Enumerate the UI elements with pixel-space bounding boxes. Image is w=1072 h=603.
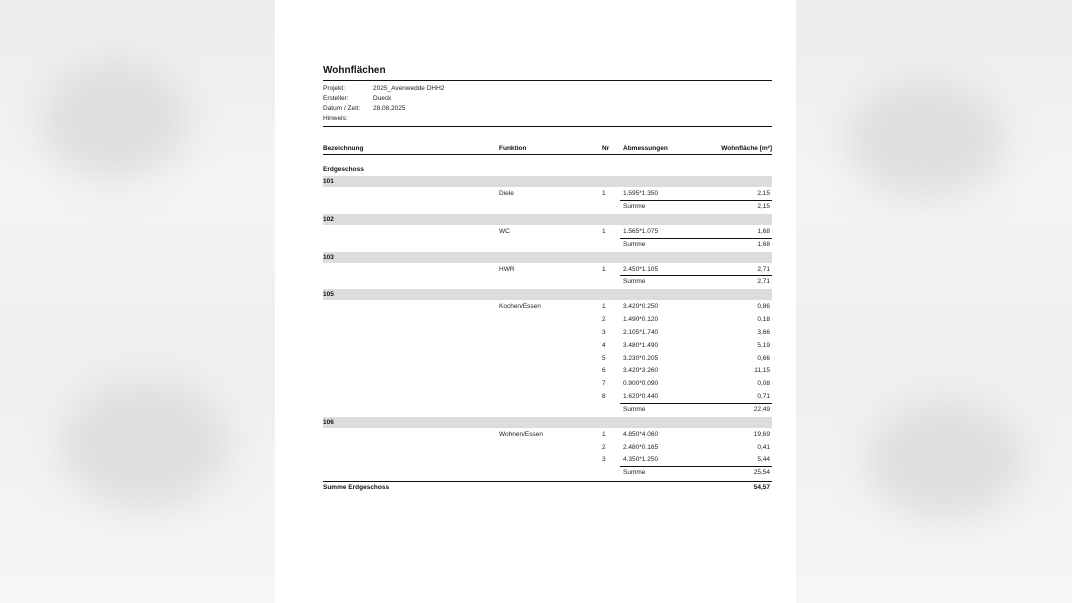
meta-label: Hinweis: xyxy=(323,115,348,122)
nr-cell: 1 xyxy=(602,265,606,273)
subtotal-value: 2,71 xyxy=(757,278,770,286)
table-row xyxy=(323,264,772,276)
meta-date xyxy=(323,105,406,112)
subtotal-label: Summe xyxy=(623,202,646,210)
area-cell: 0,18 xyxy=(757,316,770,324)
table-row xyxy=(323,378,772,390)
table-row xyxy=(323,188,772,200)
nr-cell: 5 xyxy=(602,354,606,362)
table-row xyxy=(323,226,772,238)
subtotal-row xyxy=(323,467,772,479)
meta-author xyxy=(323,95,391,102)
area-cell: 0,71 xyxy=(757,393,770,400)
column-header-abmessungen: Abmessungen xyxy=(623,145,668,152)
dimension-cell: 4.850*4.060 xyxy=(623,430,659,438)
background-blur-blob xyxy=(60,380,230,510)
dimension-cell: 1.565*1.075 xyxy=(623,227,659,235)
area-cell: 2,71 xyxy=(757,265,770,273)
nr-cell: 6 xyxy=(602,367,606,375)
total-value: 54,57 xyxy=(753,484,770,492)
subtotal-value: 1,68 xyxy=(757,240,770,248)
room-group-header xyxy=(323,214,772,225)
subtotal-row xyxy=(323,201,772,213)
dimension-cell: 3.420*3.260 xyxy=(623,367,659,375)
subtotal-value: 22,49 xyxy=(753,405,770,413)
meta-label: Ersteller: xyxy=(323,95,349,102)
subtotal-row xyxy=(323,276,772,288)
dimension-cell: 2.480*0.165 xyxy=(623,443,659,451)
nr-cell: 1 xyxy=(602,227,606,235)
background-blur-blob xyxy=(40,60,190,180)
header-rule xyxy=(323,154,772,155)
area-cell: 5,19 xyxy=(757,341,770,349)
room-id: 105 xyxy=(323,291,334,299)
subtotal-row xyxy=(323,239,772,251)
area-cell: 11,15 xyxy=(754,367,770,375)
subtotal-label: Summe xyxy=(623,469,646,477)
dimension-cell: 3.230*0.205 xyxy=(623,354,659,362)
room-group-header xyxy=(323,176,772,187)
dimension-cell: 1.490*0.120 xyxy=(623,316,659,324)
table-row xyxy=(323,353,772,365)
title-rule xyxy=(323,80,772,81)
function-cell: HWR xyxy=(499,265,515,273)
area-cell: 1,68 xyxy=(757,227,770,235)
subtotal-label: Summe xyxy=(623,278,646,286)
document-page xyxy=(275,0,796,603)
meta-note xyxy=(323,115,373,122)
dimension-cell: 1.620*0.440 xyxy=(623,393,659,400)
subtotal-label: Summe xyxy=(623,405,646,413)
area-cell: 3,66 xyxy=(757,329,770,336)
area-cell: 0,41 xyxy=(757,443,770,451)
table-row xyxy=(323,327,772,339)
background-blur-blob xyxy=(846,80,1006,200)
table-row xyxy=(323,314,772,326)
room-id: 106 xyxy=(323,418,334,426)
table-row xyxy=(323,301,772,313)
dimension-cell: 3.480*1.490 xyxy=(623,341,659,349)
room-id: 103 xyxy=(323,253,334,261)
meta-label: Projekt: xyxy=(323,85,346,92)
dimension-cell: 2.105*1.740 xyxy=(623,329,659,336)
function-cell: Wohnen/Essen xyxy=(499,430,543,438)
nr-cell: 2 xyxy=(602,443,606,451)
blurred-background-left xyxy=(0,0,275,603)
area-cell: 0,86 xyxy=(757,303,770,311)
floor-heading: Erdgeschoss xyxy=(323,166,364,173)
dimension-cell: 2.450*1.105 xyxy=(623,265,659,273)
nr-cell: 7 xyxy=(602,380,606,388)
room-group-header xyxy=(323,289,772,300)
subtotal-row xyxy=(323,404,772,416)
table-row xyxy=(323,391,772,403)
room-group-header xyxy=(323,417,772,428)
dimension-cell: 4.350*1.250 xyxy=(623,456,659,464)
total-label: Summe Erdgeschoss xyxy=(323,484,390,492)
meta-rule xyxy=(323,126,772,127)
dimension-cell: 3.420*0.250 xyxy=(623,303,659,311)
meta-label: Datum / Zeit: xyxy=(323,105,361,112)
subtotal-label: Summe xyxy=(623,240,646,248)
function-cell: Kochen/Essen xyxy=(499,303,541,311)
subtotal-value: 2,15 xyxy=(757,202,770,210)
area-cell: 19,69 xyxy=(753,430,770,438)
column-header-wohnflaeche: Wohnfläche [m²] xyxy=(721,145,772,152)
table-row xyxy=(323,442,772,454)
nr-cell: 1 xyxy=(602,430,606,438)
table-row xyxy=(323,365,772,377)
nr-cell: 2 xyxy=(602,316,606,324)
nr-cell: 8 xyxy=(602,393,606,400)
area-cell: 5,44 xyxy=(757,456,770,464)
meta-value: 28.08.2025 xyxy=(373,105,406,112)
blurred-background-right xyxy=(796,0,1072,603)
meta-value: 2025_Avenwedde DHH2 xyxy=(373,85,445,92)
area-cell: 0,66 xyxy=(757,354,770,362)
nr-cell: 1 xyxy=(602,190,606,197)
nr-cell: 3 xyxy=(602,456,606,464)
dimension-cell: 0.900*0.090 xyxy=(623,380,659,388)
table-row xyxy=(323,340,772,352)
room-id: 101 xyxy=(323,178,334,185)
column-header-funktion: Funktion xyxy=(499,145,527,152)
page-title: Wohnflächen xyxy=(323,65,386,76)
meta-project xyxy=(323,85,444,92)
column-header-nr: Nr xyxy=(602,145,610,152)
dimension-cell: 1.595*1.350 xyxy=(623,190,659,197)
area-cell: 0,08 xyxy=(757,380,770,388)
table-row xyxy=(323,454,772,466)
nr-cell: 3 xyxy=(602,329,606,336)
function-cell: WC xyxy=(499,227,510,235)
area-cell: 2,15 xyxy=(757,190,770,197)
nr-cell: 1 xyxy=(602,303,606,311)
nr-cell: 4 xyxy=(602,341,606,349)
total-rule xyxy=(323,481,772,482)
room-group-header xyxy=(323,252,772,263)
background-blur-blob xyxy=(866,400,1026,520)
subtotal-value: 25,54 xyxy=(753,469,770,477)
meta-value: Dueck xyxy=(373,95,392,102)
table-row xyxy=(323,429,772,441)
function-cell: Diele xyxy=(499,190,514,197)
total-row xyxy=(323,484,772,491)
column-header-bezeichnung: Bezeichnung xyxy=(323,145,364,152)
room-id: 102 xyxy=(323,215,334,223)
